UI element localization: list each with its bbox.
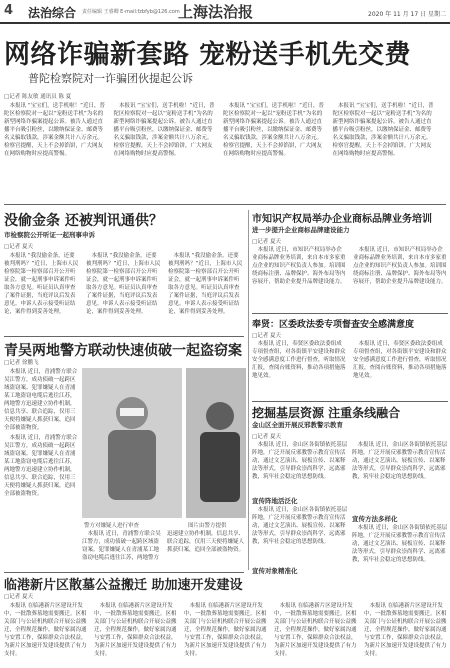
right3-heading3: 宣传对象精准化: [252, 567, 298, 575]
right2-body: 本报讯 近日，奉贤区委政法委组成专项督查组，对各街镇平安建设和群众安全感满意度工作进行督查，听取情况汇报，查阅台账资料，推动各项措施落地见效。 本报讯 近日，奉贤区委政法委组成专项督查组，对各街镇平安建设和群众安全感满意度工作进行督查，听取情况汇报，查阅台账资料，推动各项措施落地见效。: [252, 341, 447, 379]
lead-body: 本报讯 “宝宝们，送手机啦！”近日，普陀区检察院对一起以“宠粉送手机”为名的新型网络诈骗案提起公诉。被告人通过直播平台吸引粉丝，以缴纳保证金、邮费等名义骗取钱款，涉案金额共计八万余元。检察官提醒，天上不会掉馅饼，广大网友在网络购物时应提高警惕。 本报讯 “宝宝们，送手机啦！”近日，普陀区检察院对一起以“宠粉送手机”为名的新型网络诈骗案提起公诉。被告人通过直播平台吸引粉丝，以缴纳保证金、邮费等名义骗取钱款，涉案金额共计八万余元。检察官提醒，天上不会掉馅饼，广大网友在网络购物时应提高警惕。 本报讯 “宝宝们，送手机啦！”近日，普陀区检察院对一起以“宠粉送手机”为名的新型网络诈骗案提起公诉。被告人通过直播平台吸引粉丝，以缴纳保证金、邮费等名义骗取钱款，涉案金额共计八万余元。检察官提醒，天上不会掉馅饼，广大网友在网络购物时应提高警惕。 本报讯 “宝宝们，送手机啦！”近日，普陀区检察院对一起以“宠粉送手机”为名的新型网络诈骗案提起公诉。被告人通过直播平台吸引粉丝，以缴纳保证金、邮费等名义骗取钱款，涉案金额共计八万余元。检察官提醒，天上不会掉馅饼，广大网友在网络购物时应提高警惕。: [4, 103, 434, 157]
right2-headline: 奉贤：区委政法委专项督查安全感满意度: [252, 320, 415, 330]
right1-body: 本报讯 近日，市知识产权局举办企业商标品牌业务培训，来自本市多家重点企业的知识产权负责人参加。培训围绕商标注册、品牌保护、海外布局等内容展开，帮助企业提升品牌建设能力。 本报讯 近日，市知识产权局举办企业商标品牌业务培训，来自本市多家重点企业的知识产权负责人参加。培训围绕商标注册、品牌保护、海外布局等内容展开，帮助企业提升品牌建设能力。: [252, 247, 447, 285]
masthead: 上海法治报: [178, 3, 254, 21]
right1-subtitle: 进一步提升企业商标品牌建设能力: [252, 226, 350, 234]
right3-body-b: 本报讯 近日，金山区各街镇依托基层阵地，广泛开展反邪教警示教育宣传活动，通过文艺演出、展板宣传、以案释法等形式，引导群众崇尚科学、远离邪教，筑牢社会稳定的思想防线。: [252, 507, 348, 545]
page-number: 4: [4, 3, 14, 18]
article3-byline: □记者 徐鹏飞: [4, 360, 39, 366]
photo-caption: 警方对嫌疑人进行审查: [84, 523, 140, 529]
article2-subtitle: 市检察院公开听证一起刑事申诉: [4, 231, 95, 239]
right3-subtitle: 金山区全面开展反邪教警示教育: [252, 421, 343, 429]
police-photo-left: [82, 368, 182, 518]
divider: [4, 572, 244, 573]
lead-headline: 网络诈骗新套路 宠粉送手机先交费: [4, 40, 412, 70]
right3-heading2: 宣传方法多样化: [352, 515, 398, 523]
divider: [252, 401, 448, 402]
right3-byline: □记者 夏天: [252, 434, 281, 440]
photo-credit: 图片由警方提供: [188, 523, 227, 529]
editor-meta: 责任编辑 王睿卿 E-mail:fzbfyb@126.com: [82, 9, 180, 15]
right3-heading1: 宣传阵地活泛化: [252, 497, 298, 505]
right1-byline: □记者 夏天: [252, 239, 281, 245]
column-divider: [248, 210, 249, 570]
article4-body: 本报讯 在临港新片区建设开发中，一批散葬墓地需要搬迁。区相关部门与公证机构联合开展公益搬迁，全程规范操作，做好家属沟通与安置工作，保障群众合法权益，为新片区加速开发建设提供了有力支持。 本报讯 在临港新片区建设开发中，一批散葬墓地需要搬迁。区相关部门与公证机构联合开展公益搬迁，全程规范操作，做好家属沟通与安置工作，保障群众合法权益，为新片区加速开发建设提供了有力支持。 本报讯 在临港新片区建设开发中，一批散葬墓地需要搬迁。区相关部门与公证机构联合开展公益搬迁，全程规范操作，做好家属沟通与安置工作，保障群众合法权益，为新片区加速开发建设提供了有力支持。 本报讯 在临港新片区建设开发中，一批散葬墓地需要搬迁。区相关部门与公证机构联合开展公益搬迁，全程规范操作，做好家属沟通与安置工作，保障群众合法权益，为新片区加速开发建设提供了有力支持。 本报讯 在临港新片区建设开发中，一批散葬墓地需要搬迁。区相关部门与公证机构联合开展公益搬迁，全程规范操作，做好家属沟通与安置工作，保障群众合法权益，为新片区加速开发建设提供了有力支持。: [4, 603, 447, 657]
article3-body-continued: 本报讯 近日，青浦警方联合吴江警方，成功侦破一起跨区域盗窃案。犯罪嫌疑人在青浦某工地盗窃电缆后逃往江苏，两地警方迅速建立协作机制，信息共享、联合追踪，仅用三天便将嫌疑人抓获归案，追回全部被盗物资。: [82, 531, 245, 561]
article3-body: 本报讯 近日，青浦警方联合吴江警方，成功侦破一起跨区域盗窃案。犯罪嫌疑人在青浦某工地盗窃电缆后逃往江苏，两地警方迅速建立协作机制，信息共享、联合追踪，仅用三天便将嫌疑人抓获归案，追回全部被盗物资。 本报讯 近日，青浦警方联合吴江警方，成功侦破一起跨区域盗窃案。犯罪嫌疑人在青浦某工地盗窃电缆后逃往江苏，两地警方迅速建立协作机制，信息共享、联合追踪，仅用三天便将嫌疑人抓获归案，追回全部被盗物资。: [4, 369, 78, 497]
divider: [4, 204, 446, 205]
article4-byline: □记者 夏天: [4, 594, 33, 600]
right3-body-d: 本报讯 近日，金山区各街镇依托基层阵地，广泛开展反邪教警示教育宣传活动，通过文艺演出、展板宣传、以案释法等形式，引导群众崇尚科学、远离邪教，筑牢社会稳定的思想防线。: [352, 525, 448, 563]
page-header: [0, 0, 450, 24]
article2-byline: □记者 夏天: [4, 244, 33, 250]
article3-headline: 青吴两地警方联动快速侦破一起盗窃案: [4, 343, 242, 359]
right3-body-a: 本报讯 近日，金山区各街镇依托基层阵地，广泛开展反邪教警示教育宣传活动，通过文艺演出、展板宣传、以案释法等形式，引导群众崇尚科学、远离邪教，筑牢社会稳定的思想防线。: [252, 442, 348, 480]
divider: [4, 336, 244, 337]
article4-headline: 临港新片区散墓公益搬迁 助加速开发建设: [4, 578, 243, 593]
issue-date: 2020 年 11 月 17 日 星期二: [368, 11, 446, 18]
right2-byline: □记者 夏天: [252, 333, 281, 339]
right3-body-c: 本报讯 近日，金山区各街镇依托基层阵地，广泛开展反邪教警示教育宣传活动，通过文艺演出、展板宣传、以案释法等形式，引导群众崇尚科学、远离邪教，筑牢社会稳定的思想防线。: [352, 442, 448, 480]
divider: [252, 313, 448, 314]
article2-headline: 没偷金条 还被判讯通供？: [4, 213, 163, 229]
right3-headline: 挖掘基层资源 注重条线融合: [252, 406, 401, 420]
police-photo-right: [186, 368, 246, 518]
lead-subtitle: 普陀检察院对一诈骗团伙提起公诉: [28, 72, 193, 85]
article2-body: 本报讯 “我没偷金条，还要被判刑吗？”近日，上海市人民检察院第一检察部召开公开听证会，就一起刑事申诉案件听取各方意见。听证员认真审查了案件证据，当庭评议后发表意见。申诉人表示接受听证结论，案件得到妥善处理。 本报讯 “我没偷金条，还要被判刑吗？”近日，上海市人民检察院第一检察部召开公开听证会，就一起刑事申诉案件听取各方意见。听证员认真审查了案件证据，当庭评议后发表意见。申诉人表示接受听证结论，案件得到妥善处理。 本报讯 “我没偷金条，还要被判刑吗？”近日，上海市人民检察院第一检察部召开公开听证会，就一起刑事申诉案件听取各方意见。听证员认真审查了案件证据，当庭评议后发表意见。申诉人表示接受听证结论，案件得到妥善处理。: [4, 253, 243, 315]
right1-headline: 市知识产权局举办企业商标品牌业务培训: [252, 214, 432, 225]
lead-byline: □记者 陈友敏 通讯员 陈 夏: [4, 94, 72, 100]
section-name: 法治综合: [28, 6, 77, 20]
